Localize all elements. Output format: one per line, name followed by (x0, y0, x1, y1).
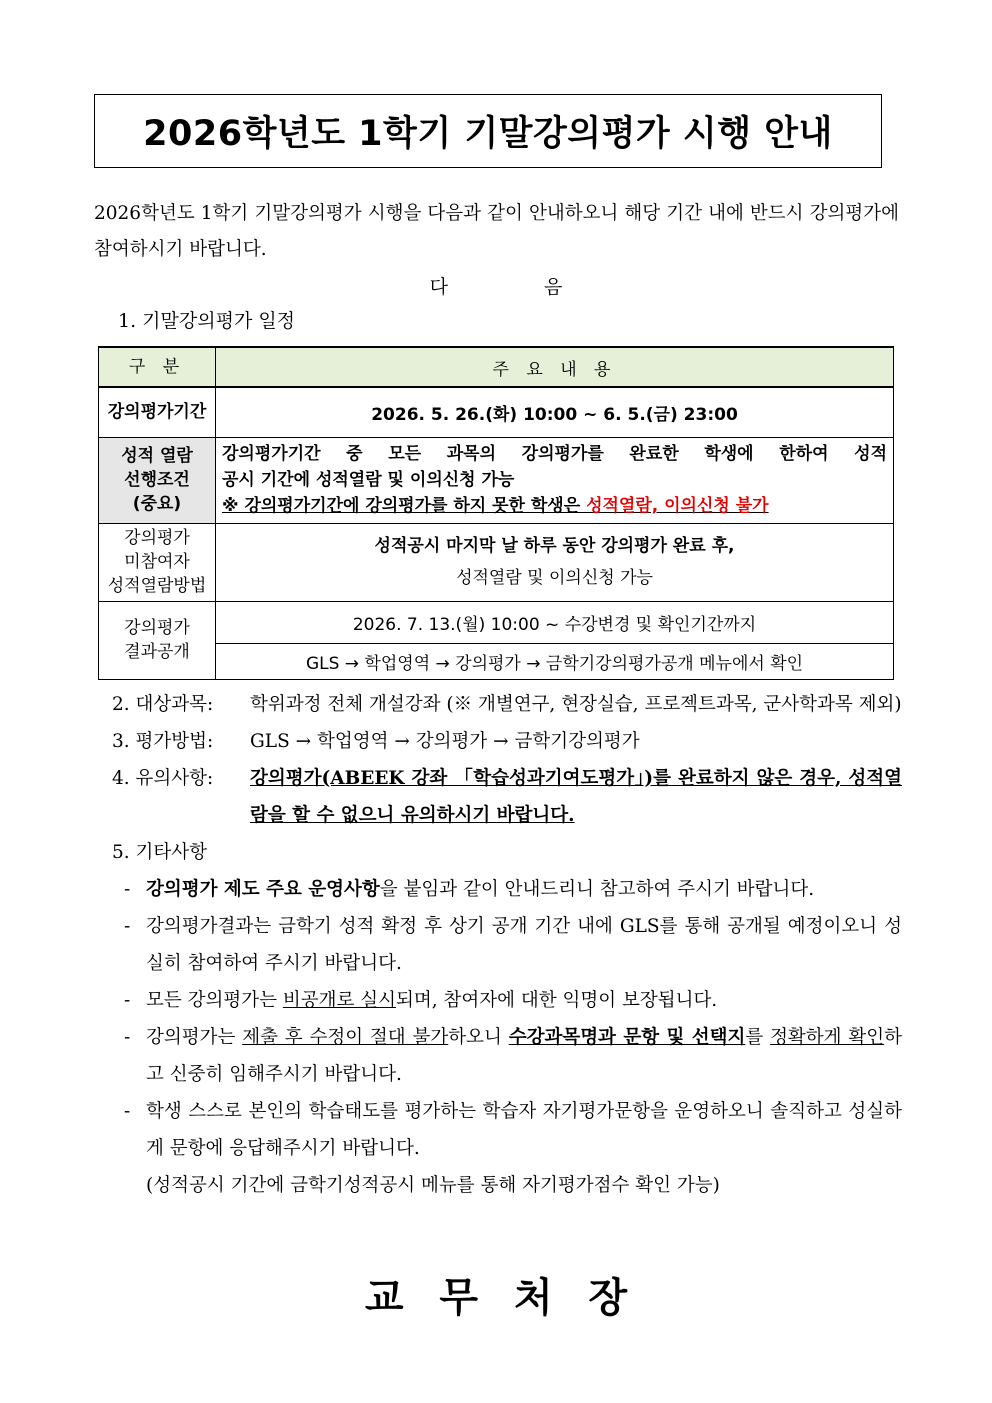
bullet-bold-text: 강의평가 제도 주요 운영사항 (146, 879, 380, 900)
table-row (99, 523, 894, 601)
content-line-warning (222, 493, 769, 519)
label-line: (중요) (132, 494, 182, 514)
warning-red-text: 성적열람, 이의신청 불가 (586, 496, 769, 516)
list-item (112, 1093, 902, 1167)
bullet-text: 을 붙임과 같이 안내드리니 참고하여 주시기 바랍니다. (379, 879, 815, 900)
item-etc-heading: 5. 기타사항 (112, 842, 208, 863)
item-eval-method (112, 723, 902, 760)
row-content-results-path: GLS → 학업영역 → 강의평가 → 금학기강의평가공개 메뉴에서 확인 (216, 643, 894, 679)
notice-list (112, 686, 902, 1204)
content-line: 성적열람 및 이의신청 가능 (456, 568, 653, 588)
label-line: 성적 열람 (121, 446, 193, 466)
table-header-row (99, 347, 894, 387)
content-line: 공시 기간에 성적열람 및 이의신청 가능 (222, 470, 515, 490)
row-label-nonparticipant (99, 523, 216, 601)
bullet-text: 모든 강의평가는 (146, 990, 283, 1011)
section-1-heading: 1. 기말강의평가 일정 (118, 310, 296, 332)
item-text: GLS → 학업영역 → 강의평가 → 금학기강의평가 (250, 731, 640, 752)
bullet-text: 되며, 참여자에 대한 익명이 보장됩니다. (395, 990, 718, 1011)
list-item (112, 982, 902, 1019)
bullet-text: 하오니 (448, 1027, 509, 1048)
item-text: 강의평가(ABEEK 강좌 「학습성과기여도평가」)를 완료하지 않은 경우, 성적열람을 할 수 없으니 유의하시기 바랍니다. (250, 768, 902, 826)
row-label-period: 강의평가기간 (99, 387, 216, 437)
header-category: 구 분 (99, 347, 216, 387)
item-lead: 3. 평가방법: (112, 731, 214, 752)
row-label-precondition (99, 437, 216, 523)
content-line: 강의평가기간 중 모든 과목의 강의평가를 완료한 학생에 한하여 성적 (222, 444, 887, 464)
list-item (112, 871, 902, 908)
bullet-underlined-text: 정확하게 확인 (770, 1027, 885, 1048)
row-content-results-date: 2026. 7. 13.(월) 10:00 ~ 수강변경 및 확인기간까지 (216, 601, 894, 643)
list-item (112, 1019, 902, 1093)
dash-marker: - (124, 1101, 131, 1122)
dash-marker: - (124, 916, 131, 937)
bullet-text: 하고 신중히 임해주시기 바랍니다. (146, 1027, 902, 1085)
bullet-text: 학생 스스로 본인의 학습태도를 평가하는 학습자 자기평가문항을 운영하오니 솔직하고 성실하게 문항에 응답해주시기 바랍니다. (146, 1101, 902, 1159)
dash-marker: - (124, 1027, 131, 1048)
content-line: 성적공시 마지막 날 하루 동안 강의평가 완료 후, (374, 536, 735, 556)
table-row (99, 643, 894, 679)
intro-paragraph: 2026학년도 1학기 기말강의평가 시행을 다음과 같이 안내하오니 해당 기간 내에 반드시 강의평가에 참여하시기 바랍니다. (94, 203, 899, 260)
bullet-underlined-text: 제출 후 수정이 절대 불가 (242, 1027, 449, 1048)
item-text: 학위과정 전체 개설강좌 (※ 개별연구, 현장실습, 프로젝트과목, 군사학과목 제외) (250, 694, 902, 715)
row-content-nonparticipant (216, 523, 894, 601)
item-lead: 4. 유의사항: (112, 768, 214, 789)
label-line: 강의평가 (124, 528, 190, 548)
row-content-precondition (216, 437, 894, 523)
bullet-underlined-text: 비공개로 실시 (282, 990, 396, 1011)
label-line: 강의평가 (124, 618, 190, 638)
dash-marker: - (124, 879, 131, 900)
document-title: 2026학년도 1학기 기말강의평가 시행 안내 (94, 94, 882, 168)
bullet-text: 강의평가결과는 금학기 성적 확정 후 상기 공개 기간 내에 GLS를 통해 공개될 예정이오니 성실히 참여하여 주시기 바랍니다. (146, 916, 902, 974)
label-line: 선행조건 (124, 470, 190, 490)
bullet-bold-underlined-text: 수강과목명과 문항 및 선택지 (508, 1027, 746, 1048)
table-row (99, 387, 894, 437)
label-line: 결과공개 (124, 642, 190, 662)
dash-marker: - (124, 990, 131, 1011)
center-heading: 다 음 (429, 276, 563, 298)
table-row (99, 437, 894, 523)
warning-text: ※ 강의평가기간에 강의평가를 하지 못한 학생은 (222, 496, 587, 516)
row-label-results (99, 601, 216, 679)
bullet-note: (성적공시 기간에 금학기성적공시 메뉴를 통해 자기평가점수 확인 가능) (146, 1175, 720, 1196)
label-line: 성적열람방법 (107, 576, 207, 596)
bullet-text: 를 (745, 1027, 771, 1048)
label-line: 미참여자 (124, 552, 190, 572)
bullet-text: 강의평가는 (146, 1027, 243, 1048)
table-row (99, 601, 894, 643)
item-target-courses (112, 686, 902, 723)
list-item (112, 908, 902, 982)
signature: 교 무 처 장 (364, 1275, 628, 1321)
header-content: 주 요 내 용 (216, 347, 894, 387)
row-content-period: 2026. 5. 26.(화) 10:00 ~ 6. 5.(금) 23:00 (216, 387, 894, 437)
schedule-table (98, 346, 894, 680)
item-caution (112, 760, 902, 834)
item-lead: 2. 대상과목: (112, 694, 214, 715)
